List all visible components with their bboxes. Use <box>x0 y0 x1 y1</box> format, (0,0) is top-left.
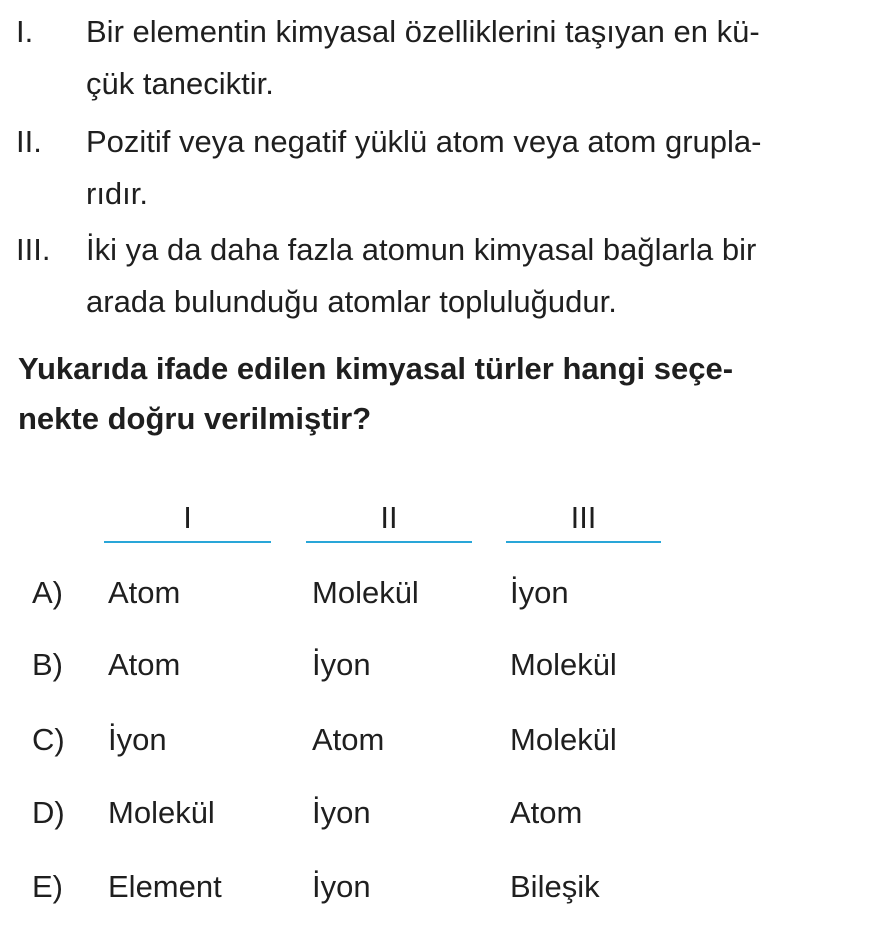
statement-number: I. <box>16 14 34 49</box>
option-value-col1: Atom <box>108 647 181 682</box>
statement-line: çük taneciktir. <box>86 66 274 101</box>
option-value-col3: Molekül <box>510 647 617 682</box>
option-value-col2: İyon <box>312 869 371 904</box>
option-value-col2: İyon <box>312 647 371 682</box>
option-letter: A) <box>32 575 63 610</box>
question-line: nekte doğru verilmiştir? <box>18 401 372 436</box>
option-value-col2: Molekül <box>312 575 419 610</box>
column-underline <box>506 541 661 543</box>
option-letter: D) <box>32 795 65 830</box>
option-d[interactable] <box>0 793 892 833</box>
column-underline <box>104 541 271 543</box>
column-header-1: I <box>183 500 192 535</box>
statement-line: İki ya da daha fazla atomun kimyasal bağlarla bir <box>86 232 757 267</box>
option-a[interactable] <box>0 573 892 613</box>
statement-number: II. <box>16 124 42 159</box>
statement-line: Pozitif veya negatif yüklü atom veya atom grupla- <box>86 124 762 159</box>
option-value-col1: Atom <box>108 575 181 610</box>
column-header-2: II <box>380 500 398 535</box>
statement-text <box>86 116 846 220</box>
statement-text <box>86 224 846 328</box>
option-letter: B) <box>32 647 63 682</box>
option-value-col1: Element <box>108 869 222 904</box>
option-value-col2: Atom <box>312 722 385 757</box>
option-e[interactable] <box>0 867 892 907</box>
statement-line: arada bulunduğu atomlar topluluğudur. <box>86 284 617 319</box>
option-value-col3: Atom <box>510 795 583 830</box>
column-header-3: III <box>570 500 597 535</box>
option-value-col1: İyon <box>108 722 167 757</box>
statement-line: Bir elementin kimyasal özelliklerini taşıyan en kü- <box>86 14 760 49</box>
question-line: Yukarıda ifade edilen kimyasal türler hangi seçe- <box>18 351 734 386</box>
statement-number: III. <box>16 232 51 267</box>
option-value-col3: İyon <box>510 575 569 610</box>
option-letter: C) <box>32 722 65 757</box>
option-value-col2: İyon <box>312 795 371 830</box>
option-value-col3: Molekül <box>510 722 617 757</box>
option-b[interactable] <box>0 645 892 685</box>
option-value-col3: Bileşik <box>510 869 600 904</box>
statement-text <box>86 6 846 110</box>
question-text <box>18 344 838 444</box>
option-value-col1: Molekül <box>108 795 215 830</box>
option-c[interactable] <box>0 720 892 760</box>
column-underline <box>306 541 472 543</box>
statement-line: rıdır. <box>86 176 149 211</box>
option-letter: E) <box>32 869 63 904</box>
